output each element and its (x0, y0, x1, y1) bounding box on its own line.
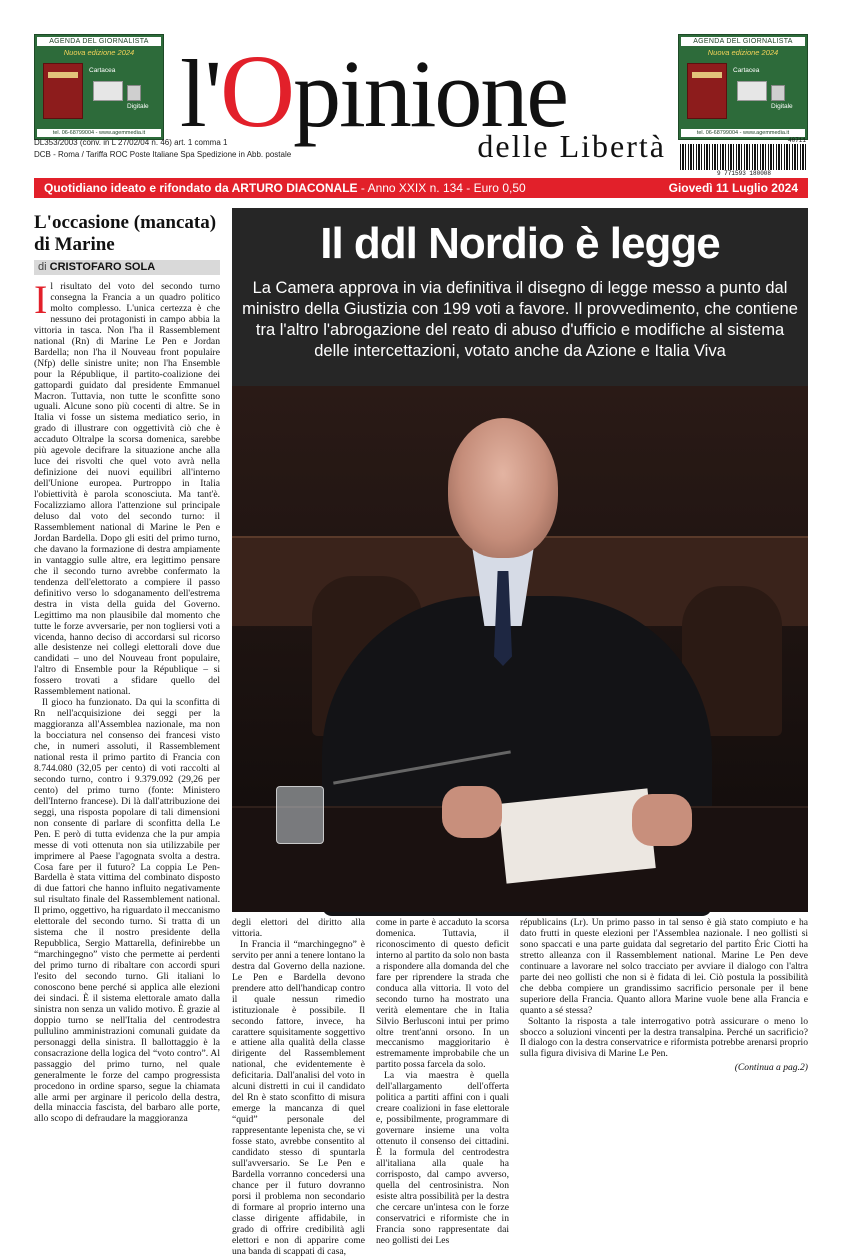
byline-author: CRISTOFARO SOLA (49, 261, 156, 273)
dropcap: I (34, 277, 48, 322)
paragraph-text: l risultato del voto del secondo turno consegna la Francia a un quadro politico molto complesso. L'unica certezza è che nessuno dei protagonisti in campo abbia la vittoria in tasca. Non l'ha il Rassemblement national (Rn) di Marine Le Pen e Jordan Bardella; non l'ha il Nouveau front populaire (Nfp) delle sinistre unite; non l'ha Ensemble pour la République, il partito-coalizione dei gattopardi guidato dal presidente Emmanuel Macron. Tuttavia, non tutte le sconfitte sono uguali. Alcune sono più cocenti di altre. Se in Italia vi fosse un sistema mediatico serio, in grado di illustrare con oggettività ciò che è accaduto Oltralpe la scorsa domenica, sarebbe più agevole decifrare la situazione anche alla luce dei risvolti che quel voto avrà nella definizione dei nuovi equilibri all'interno dell'Unione europea. Purtroppo in Italia l'obiettività è parola sconosciuta. Ma tant'è. Focalizziamo allora l'attenzione sul principale deluso dal voto del secondo turno: il Rassemblement national di Marine le Pen e Jordan Bardella. Dopo gli esiti del primo turno, che davano la formazione di destra ampiamente in vantaggio sulle altre, era legittimo pensare che il secondo turno avrebbe confermato la tendenza dell'elettorato a compiere il passo definitivo verso lo sdoganamento dell'estrema destra in vista della guida del Governo. Legittimo ma non plausibile dal momento che tutte le forze avversarie, per non togliersi voti a vicenda, hanno deciso di accordarsi sul ricorso alle desistenze nei collegi elettorali dove due candidati – uno del Nouveau front populaire, l'altro di Ensemble pour la République – si fossero trovati a sfidare quello del Rassemblement national. (34, 281, 220, 698)
ad-subtitle: Nuova edizione 2024 (707, 48, 779, 57)
ad-header: AGENDA DEL GIORNALISTA (37, 37, 161, 46)
ad-cartacea: Cartacea (89, 67, 116, 74)
barcode-issue: 40711 (788, 137, 807, 144)
logo-prefix: l' (180, 40, 220, 147)
ad-cartacea: Cartacea (733, 67, 760, 74)
article-paragraph: La via maestra è quella dell'allargamento dell'offerta politica a partiti affini con i quali creare coalizioni in fase elettorale e, possibilmente, programmare di governare insieme una volta ottenuto il consenso dei cittadini. È la formula del centrodestra all'italiana alla quale ha corrisposto, dal campo avverso, quella del centrosinistra. Non esiste altra possibilità per la destra che cercare un'intesa con le forze conservatrici e riformiste che in Francia sono rappresentate dai neo gollisti dei Les (376, 1070, 509, 1246)
ad-footer: tel. 06-68799004 - www.agemmedia.it (681, 129, 805, 137)
issue-bar (34, 178, 808, 198)
ad-agenda-right[interactable] (678, 34, 808, 140)
ad-subtitle: Nuova edizione 2024 (63, 48, 135, 57)
byline (34, 260, 220, 275)
article-column-3 (376, 918, 509, 1247)
article-paragraph: degli elettori del diritto alla vittoria. (232, 917, 365, 939)
byline-prefix: di (38, 261, 50, 273)
legal-notice (34, 137, 291, 161)
article-paragraph: Il gioco ha funzionato. Da qui la sconfitta di Rn nell'acquisizione dei seggi per la maggioranza all'Assemblea nazionale, ma non la bocciatura nel consenso dei francesi visto che, in numeri assoluti, il Rassemblement national resta il primo partito di Francia con 8.744.080 (32,05 per cento) di voti raccolti al secondo turno, contro i 9.379.092 (29,26 per cento) del primo turno (fonte: Ministero dell'Interno francese). Di là dall'attribuzione dei seggi, una risposta popolare di tali dimensioni non consente di parlare di sconfitta della Le Pen. E però di tutta evidenza che la pur ampia messe di voti ottenuta non sia utilizzabile per imprimere al Paese l'agognata svolta a destra. Cosa fare per il futuro? La coppia Le Pen-Bardella è stata vittima del combinato disposto di due fattori che hanno influito negativamente sul risultato finale del Rassemblement national. Il primo, oggettivo, ha riguardato il meccanismo elettorale del secondo turno. Si tratta di un sistema che il nostro presidente della Repubblica, Sergio Mattarella, definirebbe un “marchingegno” visto che permette ai perdenti del primo turno di ribaltare con accordi spuri l'esito del secondo turno. Gli italiani lo conoscono bene perché si applica alle elezioni dei sindaci. È il sistema elettorale amato dalla sinistra non senza un valido motivo. È grazie al doppio turno se nell'Italia del centrodestra pullulino amministrazioni comunali guidate da personaggi della sinistra. Il ballottaggio è la consacrazione della logica del “voto contro”. Al passaggio del primo turno, nel quale generalmente le forze del campo progressista procedono in ordine sparso, segue la chiamata alle armi per arginare il pericolo della destra, della minaccia fascista, del barbaro alle porte, allo scopo di defraudare la maggioranza (34, 697, 220, 1125)
lead-headline[interactable]: Il ddl Nordio è legge (320, 219, 720, 268)
book-icon (687, 63, 727, 119)
issue-number: - Anno XXIX n. 134 - Euro 0,50 (357, 181, 526, 195)
laptop-icon (737, 81, 767, 101)
article-paragraph: républicains (Lr). Un primo passo in tal senso è già stato compiuto e ha dato frutti in queste elezioni per l'Assemblea nazionale. I neo gollisti si sono spaccati e una parte guidata dal segretario del partito Éric Ciotti ha stretto alleanza con il Rassemblement national. Marine Le Pen deve continuare a lavorare nel solco tracciato per avviare il dialogo con l'altra parte dei neo gollisti che non si è fidata di lei. Ciò postula la possibilità che debba compiere un grandissimo sacrificio personale per il bene superiore della Francia. Quanto allora Marine vuole bene alla Francia e quanto a sé stessa? (520, 917, 808, 1016)
article-column-2 (232, 918, 365, 1258)
lead-story[interactable] (232, 208, 808, 386)
photo-hand (442, 786, 502, 838)
lead-photo (232, 386, 808, 912)
legal-line-1: DL353/2003 (conv. in L 27/02/04 n. 46) art. 1 comma 1 (34, 138, 228, 147)
ad-header: AGENDA DEL GIORNALISTA (681, 37, 805, 46)
issue-prefix: Quotidiano ideato e rifondato da (44, 181, 232, 195)
issue-date: Giovedì 11 Luglio 2024 (668, 181, 798, 195)
photo-hand (632, 794, 692, 846)
ad-footer: tel. 06-68799004 - www.agemmedia.it (37, 129, 161, 137)
article-paragraph: Soltanto la risposta a tale interrogativo potrà assicurare o meno lo sbocco a soluzioni vincenti per la destra transalpina. Perché un sacrificio? Il dialogo con la destra conservatrice e riformista potrebbe arenarsi proprio sulla figura divisiva di Marine Le Pen. (520, 1015, 808, 1060)
barcode-icon (680, 144, 808, 170)
article-column-1 (34, 277, 220, 1125)
photo-glass (276, 786, 324, 844)
article-title[interactable]: L'occasione (mancata) di Marine (34, 212, 217, 255)
logo-rest: pinione (293, 40, 568, 147)
article-column-4 (520, 918, 808, 1074)
legal-line-2: DCB - Roma / Tariffa ROC Poste Italiane Spa Spedizione in Abb. postale (34, 150, 292, 159)
book-icon (43, 63, 83, 119)
logo-subtitle: delle Libertà (477, 128, 666, 164)
ad-digitale: Digitale (127, 103, 149, 110)
issue-founder: ARTURO DIACONALE (231, 181, 358, 195)
issue-info (44, 181, 526, 195)
photo-papers (498, 788, 656, 883)
ad-digitale: Digitale (771, 103, 793, 110)
continued-link[interactable]: (Continua a pag.2) (734, 1062, 808, 1074)
article-paragraph (34, 277, 220, 698)
photo-figure-head (448, 418, 558, 558)
tablet-icon (771, 85, 785, 101)
logo-o: O (219, 34, 294, 149)
laptop-icon (93, 81, 123, 101)
article-paragraph: In Francia il “marchingegno” è servito per anni a tenere lontano la destra dal Governo della nazione. Le Pen e Bardella devono prendere atto dell'handicap contro il quale nessun rimedio istituzionale è possibile. Il secondo fattore, invece, ha carattere squisitamente soggettivo e attiene alla qualità della classe dirigente del Rassemblement national, che evidentemente è deficitaria. Dall'analisi del voto in alcuni distretti in cui il candidato del Rn è stato sconfitto di misura emerge la mancanza di quel “quid” personale del rappresentante lepenista che, se vi fosse stato, avrebbe consentito al candidato stesso di spuntarla sull'avversario. Se Le Pen e Bardella vorranno concedersi una chance per il futuro dovranno porsi il problema non secondario di formare al proprio interno una classe dirigente affidabile, in grado di offrire credibilità agli elettori e non di apparire come una banda di scappati di casa, (232, 938, 365, 1257)
article-paragraph: come in parte è accaduto la scorsa domenica. Tuttavia, il riconoscimento di questo deficit interno al partito da solo non basta a rispondere alla domanda del che fare per riprendere la strada che conduca alla vittoria. Il voto del secondo turno ha mostrato una verità elementare che in Italia Silvio Berlusconi intuì per primo oltre trent'anni orsono. In un meccanismo maggioritario è estremamente improbabile che un partito possa farcela da solo. (376, 917, 509, 1071)
ad-agenda-left[interactable] (34, 34, 164, 140)
tablet-icon (127, 85, 141, 101)
barcode-number: 9 771593 180008 (716, 170, 771, 177)
lead-deck: La Camera approva in via definitiva il disegno di legge messo a punto dal ministro della Giustizia con 199 voti a favore. Il provvedimento, che contiene tra l'altro l'abrogazione del reato di abuso d'ufficio e modifiche al sistema delle intercettazioni, votato anche da Azione e Italia Viva (242, 279, 798, 360)
